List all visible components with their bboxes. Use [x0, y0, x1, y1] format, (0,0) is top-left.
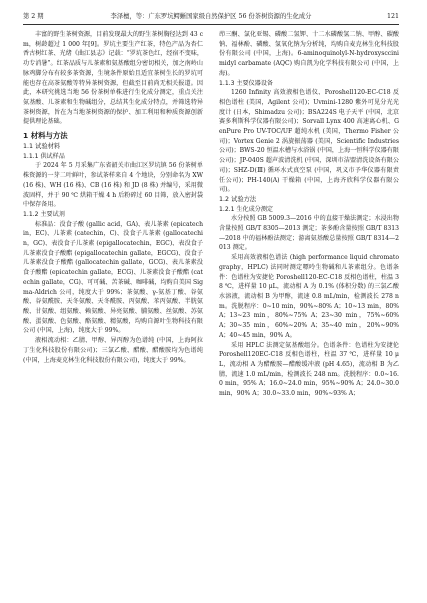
mobile-phase-paragraph: 液相流动相：乙腈、甲醇、异丙醇为色谱纯 (中国，上海阿拉丁生化科技股份有限公司)；三氯乙酸、醋酸、醋酸胺均为色谱纯 (中国，上海麦克林生化科技股份有限公司)，纯度大于 99%。	[23, 337, 203, 364]
subsubsection-heading-reagents: 1.1.2 主要试剂	[23, 210, 65, 218]
samples-paragraph: 于 2024 年 5 月采集广东省韶关市曲江区罗坑镇 56 份茶树单株资源的一芽二叶鲜叶，参试茶样来自 4 个地块，分别命名为 XW (16 株)、WH (16 株)、CB (16 株) 和 JD (8 株) 并编号，采用微波固样，并于 90 ℃ 烘箱干燥 4 h 后粉碎过 60 目筛，放入密封袋中保存备用。	[23, 162, 203, 209]
right-column	[219, 30, 399, 399]
instruments-paragraph: 1260 Infinity 高效液相色谱仪、Poroshell120-EC-C18 反相色谱柱 (美国，Agilent 公司)；Uvmini-1280 紫外可见分光光度计 (日本，Shimadzu 公司)；BSA224S 电子天平 (中国，北京赛多利斯科学仪器有限公司)；Sorvall Lynx 400 高速离心机、GenPure Pro UV-TOC/UF 超纯水机 (美国，Thermo Fisher 公司)；Vortex Genie 2 涡旋振荡器 (美国，Scientific Industries 公司)；BWS-20 恒温水槽与水浴锅 (中国，上海一恒科学仪器有限公司)；JP-040S 超声波清洗机 (中国，深圳市洁盟清洗设备有限公司)；SHZ-D(Ⅲ) 循环水式真空泵 (中国，巩义市予华仪器有限责任公司)；PH-140(A) 干燥箱 (中国，上海齐欣科学仪器有限公司)。	[219, 89, 399, 194]
issue-number: 第 2 期	[23, 13, 44, 20]
intro-paragraph: 丰富的野生茶树资源，目前发现最大的野生茶树胸径达到 43 cm，树龄超过 1 000 年[9]。罗坑主要生产红茶，特色产品为杏仁香古树红茶、光绪《曲江县志》记载：“罗坑茶色红，经宿不变味，功专消暑”。红茶品质与儿茶素和氨基酸组分密切相关，加之南岭山脉鸡脚分布有较多茶资源，生境条件原始且适宜茶树生长的罗坑可能也存在高茶氨酸等特异茶树资源，但截至目前尚无相关报道。因此，本研究挑选当地 56 份茶树单株进行生化成分测定，重点关注氨基酸、儿茶素和生物碱组分，总结其生化成分特点，并筛选特异茶树资源，旨在为当地茶树资源的保护、加工利用和种质资源创新提供理论基础。	[23, 31, 203, 126]
page-number: 121	[386, 13, 399, 20]
subsection-heading-materials: 1.1 试验材料	[23, 143, 61, 151]
hplc-catechin-paragraph: 采用高效液相色谱法 (high performance liquid chromatography，HPLC) 法同时测定嘌呤生物碱和儿茶素组分。色谱条件：色谱柱为安捷伦 Poroshell120-EC-C18 反相色谱柱，柱温 38 ℃，进样量 10 μL，流动相 A 为 0.1% (体积分数) 的三氯乙酸水溶液，流动相 B 为甲醇，流速 0.8 mL/min，检测波长 278 nm。洗脱程序：0~10 min，90%~80% A；10~13 min，80% A；13~23 min，80%~75% A；23~30 min，75%~60% A；30~35 min，60%~20% A；35~40 min，20%~90% A；40~45 min，90% A。	[219, 254, 399, 339]
subsection-heading-methods: 1.2 试验方法	[219, 195, 257, 203]
subsubsection-heading-biochemical: 1.2.1 生化成分测定	[219, 205, 274, 213]
subsubsection-heading-samples: 1.1.1 供试样品	[23, 152, 65, 160]
left-column	[23, 30, 203, 365]
page-header	[23, 10, 399, 25]
reagents-continued-paragraph: 茚三酮、氯化亚锡、磷酸二氢钾、十二水磷酸氢二钠、甲醇、碳酸钠、福林酚、磷酸、氢氧化钠为分析纯，均购自麦克林生化科技股份有限公司 (中国，上海)。6-aminoquinolyl-N-hydroxysccinimidyl carbamate (AQC) 购自凯为化学科技有限公司 (中国，上海)。	[219, 31, 399, 77]
section-heading-materials-methods: 1 材料与方法	[23, 131, 68, 141]
standards-paragraph: 标准品：没食子酸 (gallic acid，GA)、表儿茶素 (epicatechin，EC)、儿茶素 (catechin，C)、没食子儿茶素 (gallocatechin，GC)、表没食子儿茶素 (epigallocatechin，EGC)、表没食子儿茶素没食子酸酯 (epigallocatechin gallate，EGCG)、没食子儿茶素没食子酸酯 (gallocatechin gallate，GCG)、表儿茶素没食子酸酯 (epicatechin gallate，ECG)、儿茶素没食子酸酯 (catechin gallate，CG)、可可碱、苦茶碱、咖啡碱，均购自美国 Sigma-Aldrich 公司，纯度大于 99%；茶氨酸、γ-氨基丁酸、谷氨酸、谷氨酰胺、天冬氨酸、天冬酰胺、丙氨酸、苯丙氨酸、半胱氨酸、甘氨酸、组氨酸、赖氨酸、异亮氨酸、脯氨酸、丝氨酸、苏氨酸、蛋氨酸、色氨酸、酪氨酸、精氨酸，均购自源叶生物科技有限公司 (中国，上海)，纯度大于 99%。	[23, 220, 203, 335]
running-title: 李泽檀，等：广东罗坑鳄蜥国家级自然保护区 56 份茶树资源的生化成分	[110, 13, 312, 20]
subsubsection-heading-instruments: 1.1.3 主要仪器设备	[219, 79, 274, 87]
hplc-amino-acid-paragraph: 采用 HPLC 法测定氨基酸组分。色谱条件：色谱柱为安捷伦 Poroshell120EC-C18 反相色谱柱，柱温 37 ℃，进样量 10 μL，流动相 A 为醋酸胺—醋酸缓冲液 (pH 4.65)，流动相 B 为乙腈，流速 1.0 mL/min，检测波长 248 nm。洗脱程序：0.0~16.0 min，95% A；16.0~24.0 min，95%~90% A；24.0~30.0 min，90% A；30.0~33.0 min，90%~93% A；	[219, 341, 399, 398]
standards-methods-paragraph: 水分按照 GB 5009.3—2016 中的直接干燥法测定；水浸出物含量按照 GB/T 8305—2013 测定；茶多酚含量按照 GB/T 8313—2018 中的福林酚法测定；游离氨基酸总量按照 GB/T 8314—2013 测定。	[219, 215, 399, 252]
